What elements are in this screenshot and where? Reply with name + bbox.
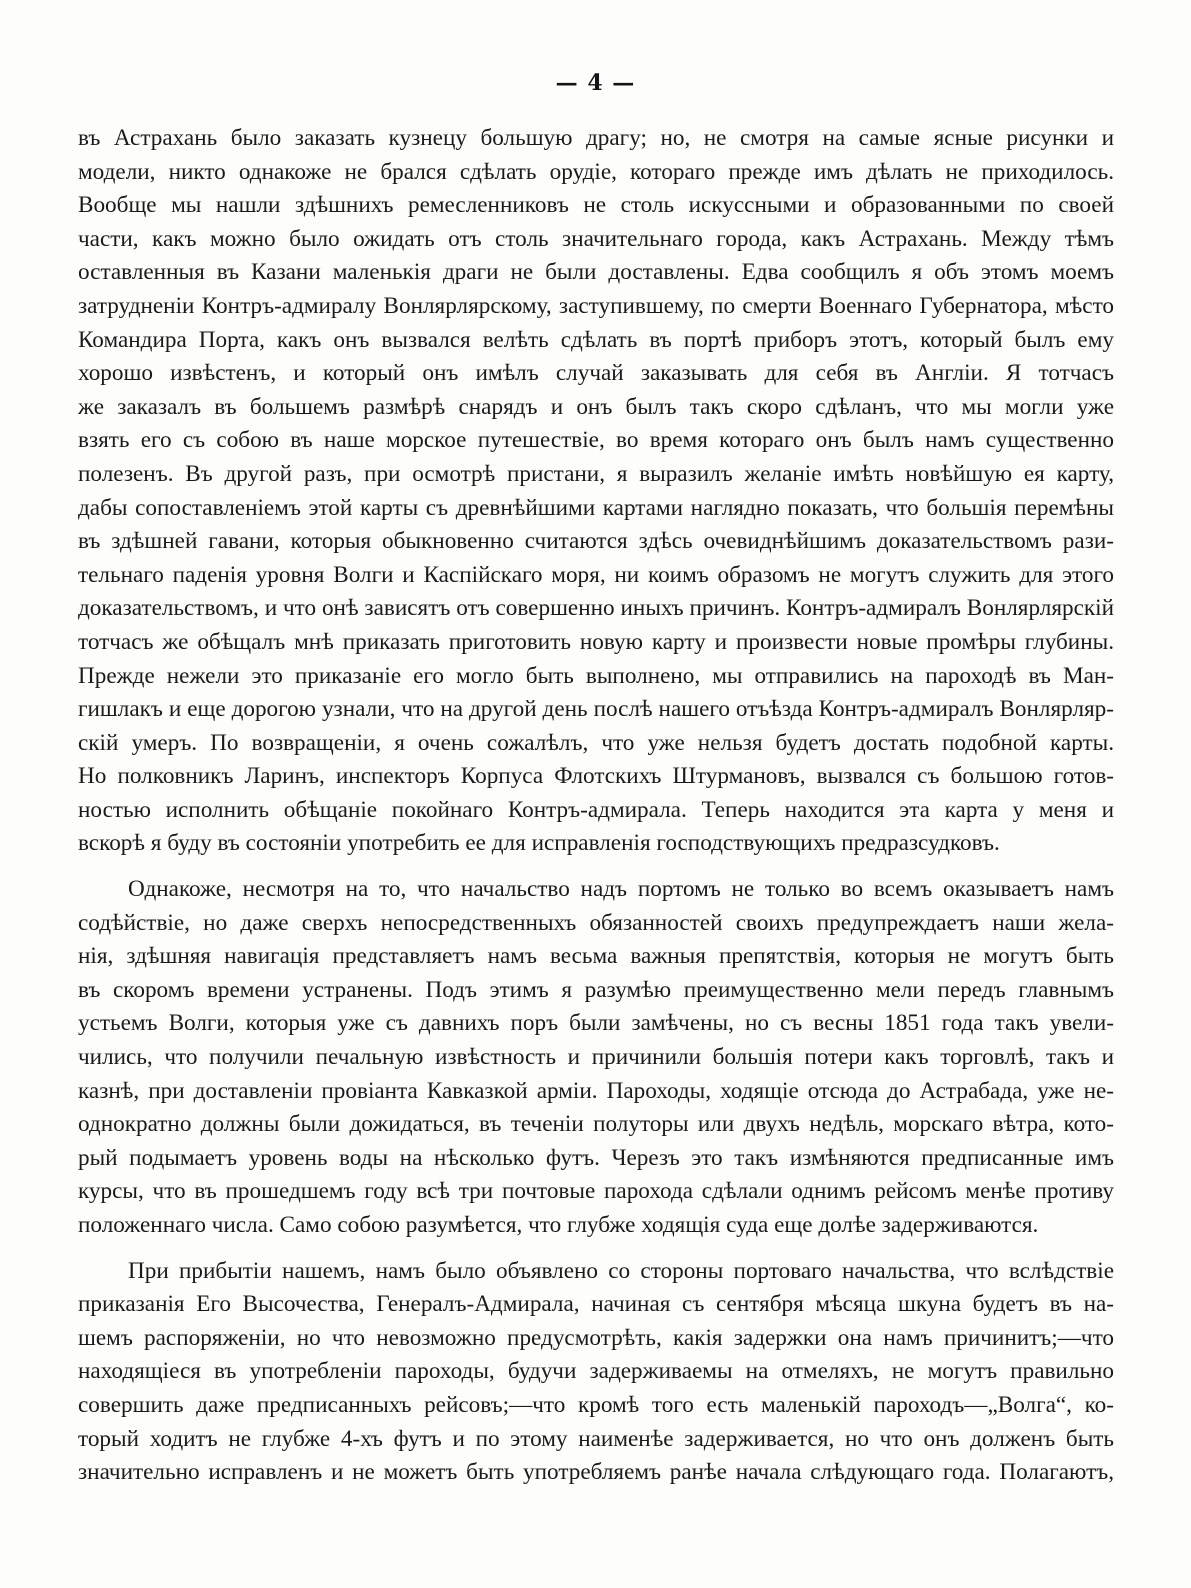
text-line: шемъ распоряженіи, но что невозможно предусмотрѣть, какія задержки она намъ причинитъ;—что [78,1324,1114,1351]
text-line: курсы, что въ прошедшемъ году всѣ три почтовые парохода сдѣлали однимъ рейсомъ менѣе противу [78,1178,1114,1205]
text-line: гишлакъ и еще дорогою узнали, что на другой день послѣ нашего отъѣзда Контръ-адмиралъ Вонлярляр- [78,696,1114,723]
text-line: Командира Порта, какъ онъ вызвался велѣть сдѣлать въ портѣ приборъ этотъ, который былъ ему [78,326,1114,353]
text-line: же заказалъ въ большемъ размѣрѣ снарядъ и онъ былъ такъ скоро сдѣланъ, что мы могли уже [78,393,1114,420]
text-line: казнѣ, при доставленіи провіанта Кавказкой арміи. Пароходы, ходящіе отсюда до Астрабада, уже не- [78,1077,1114,1104]
text-line: въ скоромъ времени устранены. Подъ этимъ я разумѣю преимущественно мели передъ главнымъ [78,976,1114,1003]
text-line: ностью исполнить обѣщаніе покойнаго Контръ-адмирала. Теперь находится эта карта у меня и [78,796,1114,823]
text-line: однократно должны были дожидаться, въ теченіи полуторы или двухъ недѣль, морскаго вѣтра, кото- [78,1111,1114,1138]
text-line: нія, здѣшняя навигація представляетъ намъ весьма важныя препятствія, которыя не могутъ быть [78,943,1114,970]
text-line: устьемъ Волги, которыя уже съ давнихъ поръ были замѣчены, но съ весны 1851 года такъ увели- [78,1010,1114,1037]
text-line: оставленныя въ Казани маленькія драги не были доставлены. Едва сообщилъ я объ этомъ моемъ [78,259,1114,286]
text-line: совершить даже предписанныхъ рейсовъ;—что кромѣ того есть маленькій пароходъ—„Волга“, ко- [78,1391,1114,1418]
text-line: тотчасъ же обѣщалъ мнѣ приказать приготовить новую карту и произвести новые промѣры глубины. [78,628,1114,655]
text-line: Вообще мы нашли здѣшнихъ ремесленниковъ не столь искуссными и образованными по своей [78,192,1114,219]
text-line: доказательствомъ, и что онѣ зависятъ отъ совершенно иныхъ причинъ. Контръ-адмиралъ Вонлярлярскій [78,595,1114,622]
page-number: — 4 — [555,70,636,96]
text-line: тельнаго паденія уровня Волги и Каспійскаго моря, ни коимъ образомъ не могутъ служить для этого [78,561,1114,588]
text-line: полезенъ. Въ другой разъ, при осмотрѣ пристани, я выразилъ желаніе имѣть новѣйшую ея карту, [78,460,1114,487]
text-line: чились, что получили печальную извѣстность и причинили большія потери какъ торговлѣ, такъ и [78,1044,1114,1071]
paragraph-gap [78,861,1114,873]
text-line: вскорѣ я буду въ состояніи употребить ее для исправленія господствующихъ предразсудковъ. [78,830,1000,857]
text-line: приказанія Его Высочества, Генералъ-Адмирала, начиная съ сентября мѣсяца шкуна будетъ въ на- [78,1291,1114,1318]
text-line: значительно исправленъ и не можетъ быть употребляемъ ранѣе начала слѣдующаго года. Полагаютъ, [78,1459,1114,1486]
text-line: Прежде нежели это приказаніе его могло быть выполнено, мы отправились на пароходѣ въ Ман- [78,662,1114,689]
text-line: Однакоже, несмотря на то, что начальство надъ портомъ не только во всемъ оказываетъ намъ [128,876,1114,903]
text-line: торый ходитъ не глубже 4-хъ футъ и по этому наименѣе задерживается, но что онъ долженъ быть [78,1425,1114,1452]
paragraph-3 [78,1255,1114,1490]
body-text [78,122,1114,1490]
text-line: содѣйствіе, но даже сверхъ непосредственныхъ обязанностей своихъ предупреждаетъ наши жела- [78,909,1114,936]
text-line: дабы сопоставленіемъ этой карты съ древнѣйшими картами наглядно показать, что большія перемѣны [78,494,1114,521]
paragraph-2 [78,873,1114,1243]
paragraph-gap [78,1243,1114,1255]
text-line: скій умеръ. По возвращеніи, я очень сожалѣлъ, что уже нельзя будетъ достать подобной карты. [78,729,1114,756]
text-line: положеннаго числа. Само собою разумѣется, что глубже ходящія суда еще долѣе задерживаются. [78,1212,1039,1238]
text-line: рый подымаетъ уровень воды на нѣсколько футъ. Черезъ это такъ измѣняются предписанные имъ [78,1144,1114,1171]
paragraph-1 [78,122,1114,861]
text-line: хорошо извѣстенъ, и который онъ имѣлъ случай заказывать для себя въ Англіи. Я тотчасъ [78,360,1114,387]
text-line: Но полковникъ Ларинъ, инспекторъ Корпуса Флотскихъ Штурмановъ, вызвался съ большою готов- [78,763,1114,790]
text-line: части, какъ можно было ожидать отъ столь значительнаго города, какъ Астрахань. Между тѣмъ [78,225,1114,252]
text-line: При прибытіи нашемъ, намъ было объявлено со стороны портоваго начальства, что вслѣдствіе [128,1257,1114,1284]
text-line: находящіеся въ употребленіи пароходы, будучи задерживаемы на отмеляхъ, не могутъ правильно [78,1358,1114,1385]
text-line: въ Астрахань было заказать кузнецу большую драгу; но, не смотря на самые ясные рисунки и [78,125,1114,151]
text-line: модели, никто однакоже не брался сдѣлать орудіе, котораго прежде имъ дѣлать не приходилось. [78,158,1114,185]
text-line: взять его съ собою въ наше морское путешествіе, во время котораго онъ былъ намъ существенно [78,427,1114,454]
text-line: затрудненіи Контръ-адмиралу Вонлярлярскому, заступившему, по смерти Военнаго Губернатора, мѣсто [78,292,1114,319]
text-line: въ здѣшней гавани, которыя обыкновенно считаются здѣсь очевиднѣйшимъ доказательствомъ рази- [78,528,1114,555]
